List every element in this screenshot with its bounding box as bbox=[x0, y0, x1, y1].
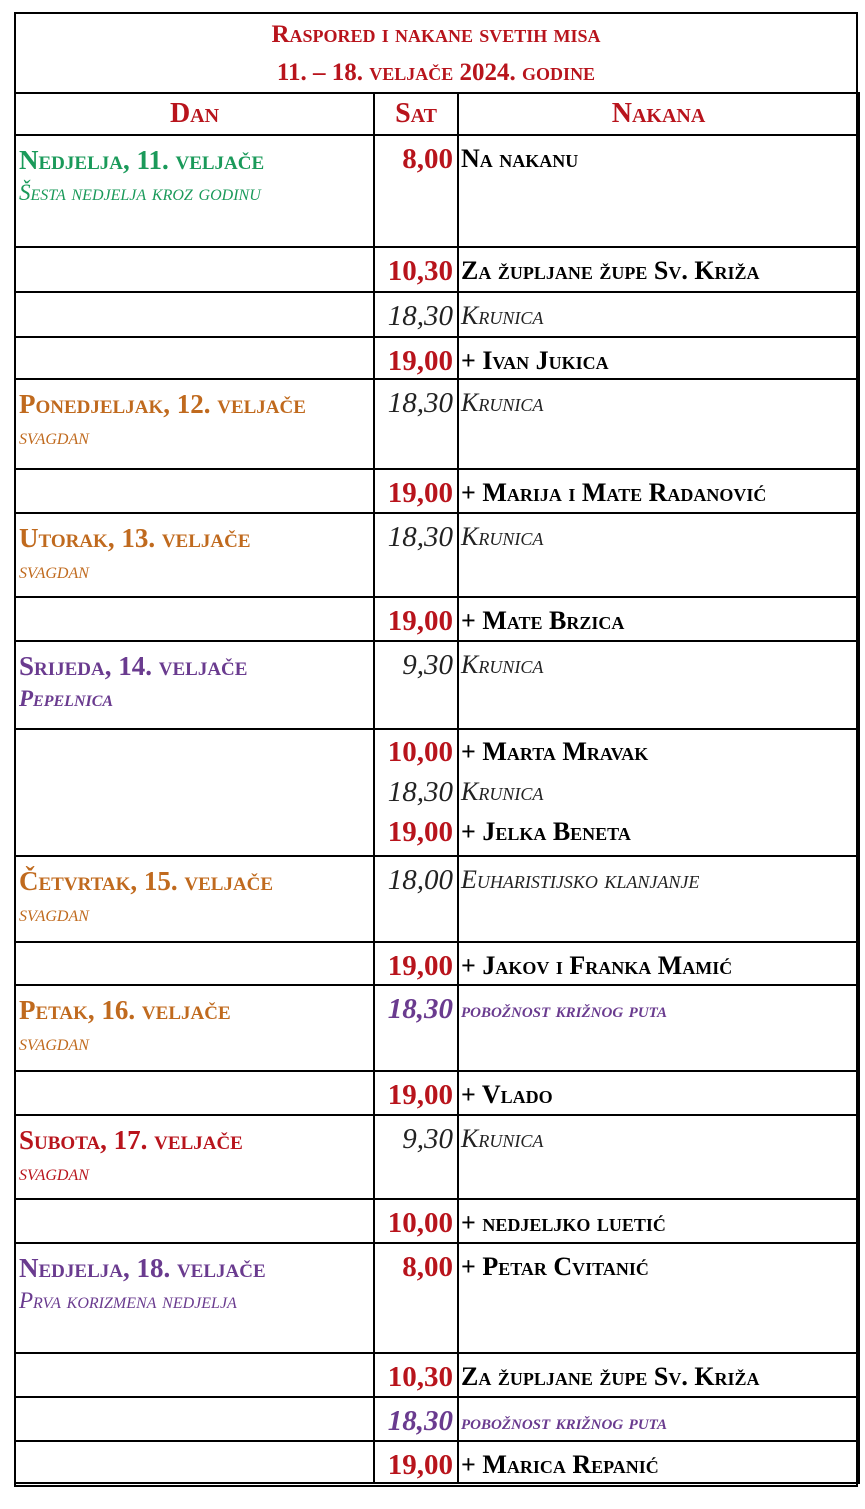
intention-text: + Jelka Beneta bbox=[461, 817, 631, 846]
liturgical-day: Prva korizmena nedjelja bbox=[19, 1288, 237, 1313]
mass-time: 19,00 bbox=[387, 816, 453, 848]
mass-time: 19,00 bbox=[387, 1449, 453, 1481]
mass-time: 18,30 bbox=[387, 387, 453, 419]
day-cell bbox=[15, 641, 374, 729]
intention-text: Euharistijsko klanjanje bbox=[461, 865, 700, 894]
page-title bbox=[14, 12, 858, 92]
liturgical-day: Pepelnica bbox=[19, 686, 114, 711]
day-cell bbox=[15, 1353, 374, 1397]
intention-text: + Petar Cvitanić bbox=[461, 1252, 649, 1281]
mass-time: 8,00 bbox=[402, 143, 453, 175]
day-cell bbox=[15, 1199, 374, 1243]
intention-cell bbox=[458, 1397, 859, 1441]
time-cell bbox=[374, 513, 458, 597]
mass-time: 18,30 bbox=[387, 776, 453, 808]
liturgical-day: svagdan bbox=[19, 1030, 89, 1055]
table-row bbox=[15, 1397, 859, 1441]
mass-time: 8,00 bbox=[402, 1251, 453, 1283]
table-row bbox=[15, 985, 859, 1071]
day-cell bbox=[15, 856, 374, 942]
time-cell bbox=[374, 469, 458, 513]
day-cell bbox=[15, 292, 374, 337]
mass-time: 19,00 bbox=[387, 1079, 453, 1111]
mass-time: 18,30 bbox=[387, 1405, 453, 1437]
table-row bbox=[15, 1441, 859, 1483]
intention-text: Za župljane župe Sv. Križa bbox=[461, 1362, 760, 1391]
table-row bbox=[15, 856, 859, 942]
day-cell bbox=[15, 1441, 374, 1483]
day-name: Nedjelja, 18. veljače bbox=[19, 1253, 266, 1283]
time-cell bbox=[374, 856, 458, 942]
day-cell bbox=[15, 1243, 374, 1353]
intention-cell bbox=[458, 1353, 859, 1397]
table-row bbox=[15, 1243, 859, 1353]
table-row bbox=[15, 1199, 859, 1243]
day-cell bbox=[15, 942, 374, 985]
intention-cell bbox=[458, 729, 859, 856]
day-cell bbox=[15, 337, 374, 379]
time-cell bbox=[374, 985, 458, 1071]
mass-time: 19,00 bbox=[387, 605, 453, 637]
time-cell bbox=[374, 1353, 458, 1397]
intention-text: Krunica bbox=[461, 522, 544, 551]
day-cell bbox=[15, 247, 374, 292]
time-cell bbox=[374, 247, 458, 292]
mass-time: 10,30 bbox=[387, 1361, 453, 1393]
table-row bbox=[15, 469, 859, 513]
intention-text: Krunica bbox=[461, 388, 544, 417]
intention-text: + Ivan Jukica bbox=[461, 346, 609, 375]
day-cell bbox=[15, 379, 374, 469]
table-row bbox=[15, 379, 859, 469]
time-cell bbox=[374, 1199, 458, 1243]
table-row bbox=[15, 135, 859, 247]
column-header-day: Dan bbox=[15, 93, 374, 135]
day-name: Četvrtak, 15. veljače bbox=[19, 866, 274, 896]
intention-cell bbox=[458, 942, 859, 985]
table-row bbox=[15, 1115, 859, 1199]
day-cell bbox=[15, 135, 374, 247]
intention-text: Na nakanu bbox=[461, 144, 579, 173]
time-cell bbox=[374, 1397, 458, 1441]
day-name: Petak, 16. veljače bbox=[19, 995, 231, 1025]
intention-cell bbox=[458, 597, 859, 641]
time-cell bbox=[374, 641, 458, 729]
column-header-time: Sat bbox=[374, 93, 458, 135]
time-cell bbox=[374, 1441, 458, 1483]
mass-time: 18,30 bbox=[387, 993, 453, 1025]
intention-cell bbox=[458, 513, 859, 597]
intention-cell bbox=[458, 337, 859, 379]
intention-text: + Marica Repanić bbox=[461, 1450, 659, 1479]
intention-cell bbox=[458, 1115, 859, 1199]
day-cell bbox=[15, 1115, 374, 1199]
intention-cell bbox=[458, 1243, 859, 1353]
day-cell bbox=[15, 513, 374, 597]
day-cell bbox=[15, 1071, 374, 1115]
intention-cell bbox=[458, 1441, 859, 1483]
day-cell bbox=[15, 469, 374, 513]
mass-schedule-table bbox=[14, 92, 860, 1484]
table-row bbox=[15, 247, 859, 292]
mass-time: 19,00 bbox=[387, 950, 453, 982]
table-row bbox=[15, 729, 859, 856]
title-line-1: Raspored i nakane svetih misa bbox=[271, 21, 601, 48]
time-cell bbox=[374, 1071, 458, 1115]
column-header-intention: Nakana bbox=[458, 93, 859, 135]
mass-time: 19,00 bbox=[387, 345, 453, 377]
mass-time: 9,30 bbox=[402, 1123, 453, 1155]
intention-text: Krunica bbox=[461, 777, 544, 806]
intention-cell bbox=[458, 379, 859, 469]
intention-text: + Marija i Mate Radanović bbox=[461, 478, 767, 507]
mass-time: 18,00 bbox=[387, 864, 453, 896]
day-cell bbox=[15, 1397, 374, 1441]
day-name: Srijeda, 14. veljače bbox=[19, 651, 248, 681]
time-cell bbox=[374, 337, 458, 379]
mass-time: 18,30 bbox=[387, 521, 453, 553]
day-name: Nedjelja, 11. veljače bbox=[19, 145, 265, 175]
day-name: Utorak, 13. veljače bbox=[19, 523, 251, 553]
day-name: Ponedjeljak, 12. veljače bbox=[19, 389, 306, 419]
time-cell bbox=[374, 379, 458, 469]
time-cell bbox=[374, 1115, 458, 1199]
intention-text: + Marta Mravak bbox=[461, 737, 649, 766]
day-cell bbox=[15, 597, 374, 641]
time-cell bbox=[374, 135, 458, 247]
title-line-2: 11. – 18. veljače 2024. godine bbox=[276, 59, 596, 86]
intention-cell bbox=[458, 1199, 859, 1243]
table-row bbox=[15, 513, 859, 597]
intention-cell bbox=[458, 469, 859, 513]
intention-cell bbox=[458, 641, 859, 729]
time-cell bbox=[374, 942, 458, 985]
day-cell bbox=[15, 729, 374, 856]
time-cell bbox=[374, 729, 458, 856]
table-row bbox=[15, 1353, 859, 1397]
intention-cell bbox=[458, 292, 859, 337]
time-cell bbox=[374, 292, 458, 337]
table-header-row bbox=[15, 93, 859, 135]
mass-time: 10,30 bbox=[387, 255, 453, 287]
day-name: Subota, 17. veljače bbox=[19, 1125, 243, 1155]
intention-text: Krunica bbox=[461, 1124, 544, 1153]
table-row bbox=[15, 942, 859, 985]
intention-cell bbox=[458, 856, 859, 942]
intention-text: + Vlado bbox=[461, 1080, 553, 1109]
intention-text: + nedjeljko luetić bbox=[461, 1208, 666, 1237]
time-cell bbox=[374, 1243, 458, 1353]
liturgical-day: svagdan bbox=[19, 558, 89, 583]
mass-time: 10,00 bbox=[387, 736, 453, 768]
liturgical-day: Šesta nedjelja kroz godinu bbox=[19, 180, 261, 205]
intention-text: + Jakov i Franka Mamić bbox=[461, 951, 733, 980]
liturgical-day: svagdan bbox=[19, 901, 89, 926]
day-cell bbox=[15, 985, 374, 1071]
intention-text: pobožnost križnog puta bbox=[461, 1409, 668, 1434]
intention-cell bbox=[458, 985, 859, 1071]
time-cell bbox=[374, 597, 458, 641]
liturgical-day: svagdan bbox=[19, 1160, 89, 1185]
intention-text: Krunica bbox=[461, 650, 544, 679]
intention-text: + Mate Brzica bbox=[461, 606, 625, 635]
table-row bbox=[15, 641, 859, 729]
intention-text: Krunica bbox=[461, 301, 544, 330]
table-row bbox=[15, 597, 859, 641]
intention-cell bbox=[458, 1071, 859, 1115]
mass-time: 10,00 bbox=[387, 1207, 453, 1239]
table-row bbox=[15, 1071, 859, 1115]
mass-time: 18,30 bbox=[387, 300, 453, 332]
mass-time: 19,00 bbox=[387, 477, 453, 509]
table-row bbox=[15, 292, 859, 337]
mass-time: 9,30 bbox=[402, 649, 453, 681]
liturgical-day: svagdan bbox=[19, 424, 89, 449]
intention-cell bbox=[458, 135, 859, 247]
intention-text: pobožnost križnog puta bbox=[461, 997, 668, 1022]
table-row bbox=[15, 337, 859, 379]
intention-text: Za župljane župe Sv. Križa bbox=[461, 256, 760, 285]
intention-cell bbox=[458, 247, 859, 292]
